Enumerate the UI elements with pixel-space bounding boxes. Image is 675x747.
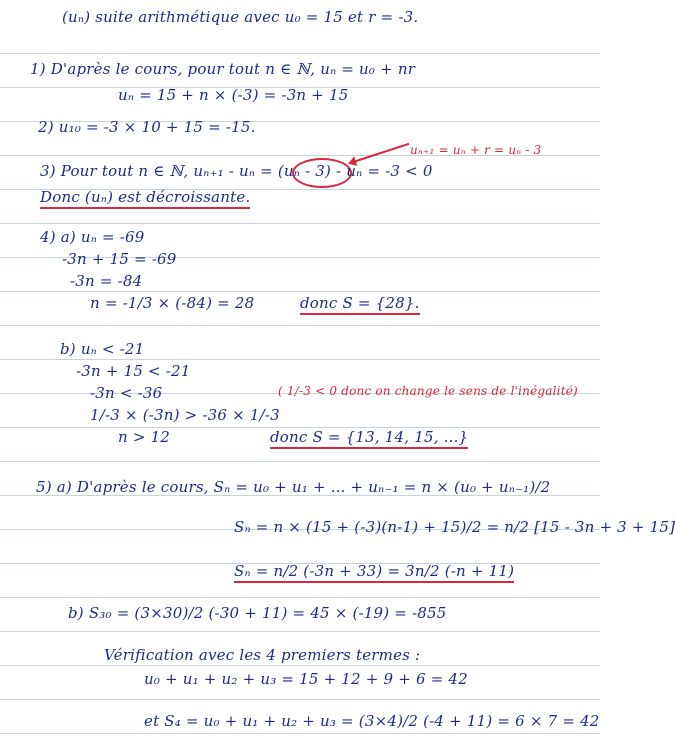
q2-line1: 2) u₁₀ = -3 × 10 + 15 = -15. (38, 118, 256, 136)
q1-line1: 1) D'après le cours, pour tout n ∈ ℕ, uₙ = u₀ + nr (30, 60, 416, 78)
q4b-result: donc S = {13, 14, 15, ...} (270, 428, 468, 449)
q5b-line3: u₀ + u₁ + u₂ + u₃ = 15 + 12 + 9 + 6 = 42 (144, 670, 468, 688)
q4b-line4: 1/-3 × (-3n) > -36 × 1/-3 (90, 406, 280, 424)
q4a-line2: -3n + 15 = -69 (62, 250, 177, 268)
title-line: (uₙ) suite arithmétique avec u₀ = 15 et r = -3. (62, 8, 419, 26)
q4a-line4: n = -1/3 × (-84) = 28 (90, 294, 255, 312)
q3-arrow (350, 143, 410, 164)
q4b-note: ( 1/-3 < 0 donc on change le sens de l'inégalité) (278, 384, 578, 398)
q5b-line4: et S₄ = u₀ + u₁ + u₂ + u₃ = (3×4)/2 (-4 + 11) = 6 × 7 = 42 (144, 712, 600, 730)
q3-annotation: uₙ₊₁ = uₙ + r = uₙ - 3 (410, 143, 542, 157)
q5a-line2: Sₙ = n × (15 + (-3)(n-1) + 15)/2 = n/2 [15 - 3n + 3 + 15] (234, 518, 675, 536)
q5a-line1: 5) a) D'après le cours, Sₙ = u₀ + u₁ + ... + uₙ₋₁ = n × (u₀ + uₙ₋₁)/2 (36, 478, 551, 496)
q5b-line2: Vérification avec les 4 premiers termes : (104, 646, 421, 664)
q4a-result: donc S = {28}. (300, 294, 420, 315)
q4a-line1: 4) a) uₙ = -69 (40, 228, 145, 246)
q4b-line1: b) uₙ < -21 (60, 340, 145, 358)
q4b-line3: -3n < -36 (90, 384, 163, 402)
q5b-line1: b) S₃₀ = (3×30)/2 (-30 + 11) = 45 × (-19) = -855 (68, 604, 447, 622)
q4b-line2: -3n + 15 < -21 (76, 362, 191, 380)
q5a-line3: Sₙ = n/2 (-3n + 33) = 3n/2 (-n + 11) (234, 562, 514, 583)
q3-line1: 3) Pour tout n ∈ ℕ, uₙ₊₁ - uₙ = (uₙ - 3) - uₙ = -3 < 0 (40, 162, 433, 180)
q4b-line5: n > 12 (118, 428, 171, 446)
q4a-line3: -3n = -84 (70, 272, 143, 290)
q1-line2: uₙ = 15 + n × (-3) = -3n + 15 (118, 86, 349, 104)
q3-line2: Donc (uₙ) est décroissante. (40, 188, 250, 209)
